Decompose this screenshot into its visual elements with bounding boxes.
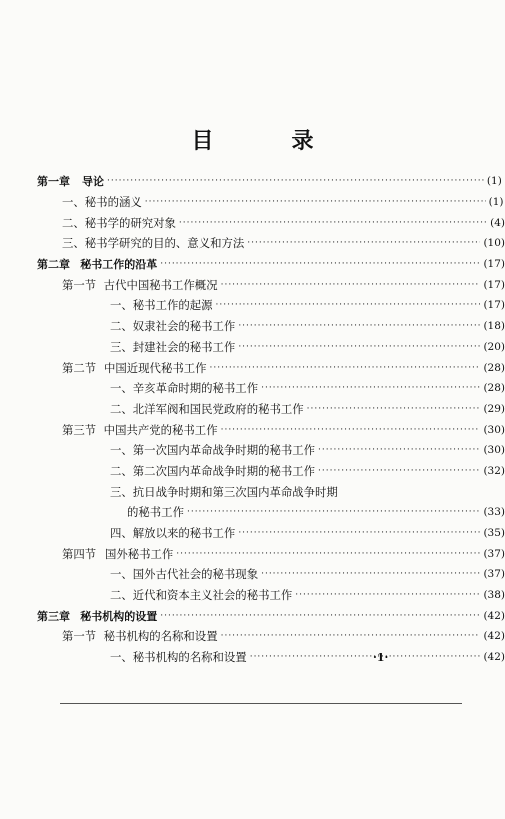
toc-entry-label: 一、秘书机构的名称和设置	[110, 650, 247, 665]
toc-item-entry	[0, 647, 505, 668]
toc-entry-number: 第四节	[62, 546, 97, 561]
toc-item-entry	[0, 585, 505, 606]
dot-leader	[176, 547, 480, 561]
toc-item-entry	[0, 502, 505, 523]
dot-leader	[107, 174, 484, 188]
toc-item-entry	[0, 378, 505, 399]
page-number: ·1·	[373, 651, 389, 664]
dot-leader	[238, 340, 480, 354]
toc-entry-label: 二、第二次国内革命战争时期的秘书工作	[110, 463, 316, 478]
dot-leader	[238, 319, 480, 333]
toc-page-number: (1)	[486, 175, 502, 188]
toc-section-entry	[0, 543, 505, 564]
dot-leader	[160, 257, 480, 271]
toc-page-number: (37)	[483, 547, 505, 560]
dot-leader	[221, 629, 481, 643]
toc-section-entry	[0, 626, 505, 647]
toc-entry-number: 第二节	[62, 360, 97, 375]
toc-page-number: (17)	[483, 299, 505, 312]
toc-page-number: (18)	[483, 320, 505, 333]
toc-entry-label: 一、秘书的涵义	[62, 195, 142, 210]
toc-item-entry	[0, 295, 505, 316]
toc-entry-label: 二、近代和资本主义社会的秘书工作	[110, 588, 293, 603]
dot-leader	[318, 464, 480, 478]
dot-leader	[247, 236, 480, 250]
page-title: 目 录	[191, 129, 342, 154]
bottom-rule	[60, 703, 462, 704]
toc-entry-number: 第一节	[62, 277, 97, 292]
toc-entry-number: 第二章	[37, 258, 70, 272]
toc-entry-label: 的秘书工作	[127, 505, 184, 520]
toc-item-entry	[0, 461, 505, 482]
toc-page-number: (37)	[483, 568, 505, 581]
toc-entry-label: 秘书工作的沿革	[80, 258, 158, 272]
toc-page-number: (29)	[483, 402, 505, 415]
dot-leader	[318, 443, 480, 457]
toc-entry-label: 三、抗日战争时期和第三次国内革命战争时期	[110, 484, 338, 499]
dot-leader	[221, 278, 481, 292]
dot-leader	[295, 588, 480, 602]
toc-page-number: (17)	[483, 258, 505, 271]
toc-item-entry	[0, 523, 505, 544]
toc-item-entry	[0, 399, 505, 420]
dot-leader	[307, 402, 481, 416]
toc-entry-label: 一、秘书工作的起源	[110, 298, 213, 313]
toc-page-number: (30)	[483, 423, 505, 436]
toc-entry-label: 三、封建社会的秘书工作	[110, 339, 236, 354]
toc-entry-label: 二、奴隶社会的秘书工作	[110, 319, 236, 334]
toc-page-number: (10)	[483, 237, 505, 250]
toc-entry-number: 第三节	[62, 422, 97, 437]
dot-leader	[221, 423, 481, 437]
toc-section-entry	[0, 357, 505, 378]
toc-entry-number: 第一节	[62, 629, 97, 644]
toc-page-number: (33)	[483, 506, 505, 519]
toc-page-number: (4)	[490, 216, 505, 229]
toc-page-number: (38)	[483, 589, 505, 602]
toc-item-entry	[0, 481, 505, 502]
toc-entry-label: 三、秘书学研究的目的、意义和方法	[62, 236, 245, 251]
toc-page-number: (17)	[483, 278, 505, 291]
toc-entry-label: 一、第一次国内革命战争时期的秘书工作	[110, 443, 316, 458]
toc-page-number: (20)	[483, 340, 505, 353]
toc-item-entry	[0, 337, 505, 358]
toc-item-entry	[0, 212, 505, 233]
toc-entry-label: 古代中国秘书工作概况	[103, 277, 218, 292]
toc-entry-label: 秘书机构的名称和设置	[103, 629, 218, 644]
toc-entry-label: 秘书机构的设置	[80, 609, 158, 623]
dot-leader	[250, 650, 481, 664]
toc-page-number: (42)	[483, 651, 505, 664]
dot-leader	[261, 567, 480, 581]
toc-page-number: (42)	[483, 609, 505, 622]
dot-leader	[210, 361, 481, 375]
toc-chapter-entry	[0, 171, 505, 192]
toc-item-entry	[0, 564, 505, 585]
toc-entry-label: 导论	[82, 175, 105, 189]
toc-chapter-entry	[0, 254, 505, 275]
toc-entry-label: 国外秘书工作	[104, 546, 174, 561]
toc-page-number: (35)	[483, 527, 505, 540]
dot-leader	[187, 505, 480, 519]
toc-entry-label: 一、辛亥革命时期的秘书工作	[110, 381, 259, 396]
dot-leader	[261, 381, 480, 395]
table-of-contents	[0, 171, 505, 668]
dot-leader	[160, 609, 480, 623]
toc-page-number: (28)	[483, 382, 505, 395]
toc-page-number: (42)	[483, 630, 505, 643]
toc-entry-number: 第三章	[37, 609, 70, 623]
toc-page-number: (32)	[483, 464, 505, 477]
toc-entry-label: 一、国外古代社会的秘书现象	[110, 567, 259, 582]
toc-entry-label: 二、北洋军阀和国民党政府的秘书工作	[110, 401, 304, 416]
toc-chapter-entry	[0, 605, 505, 626]
toc-entry-number: 第一章	[37, 175, 70, 189]
dot-leader	[238, 526, 480, 540]
toc-page-number: (1)	[488, 196, 504, 209]
toc-entry-label: 中国近现代秘书工作	[103, 360, 207, 375]
toc-item-entry	[0, 440, 505, 461]
toc-entry-label: 四、解放以来的秘书工作	[110, 526, 236, 541]
toc-item-entry	[0, 192, 505, 213]
toc-entry-label: 二、秘书学的研究对象	[62, 215, 176, 230]
dot-leader	[145, 195, 486, 209]
dot-leader	[179, 216, 487, 230]
toc-section-entry	[0, 274, 505, 295]
toc-entry-label: 中国共产党的秘书工作	[103, 422, 218, 437]
toc-item-entry	[0, 316, 505, 337]
toc-page-number: (28)	[483, 361, 505, 374]
toc-item-entry	[0, 233, 505, 254]
toc-page-number: (30)	[483, 444, 505, 457]
toc-section-entry	[0, 419, 505, 440]
dot-leader	[216, 298, 481, 312]
